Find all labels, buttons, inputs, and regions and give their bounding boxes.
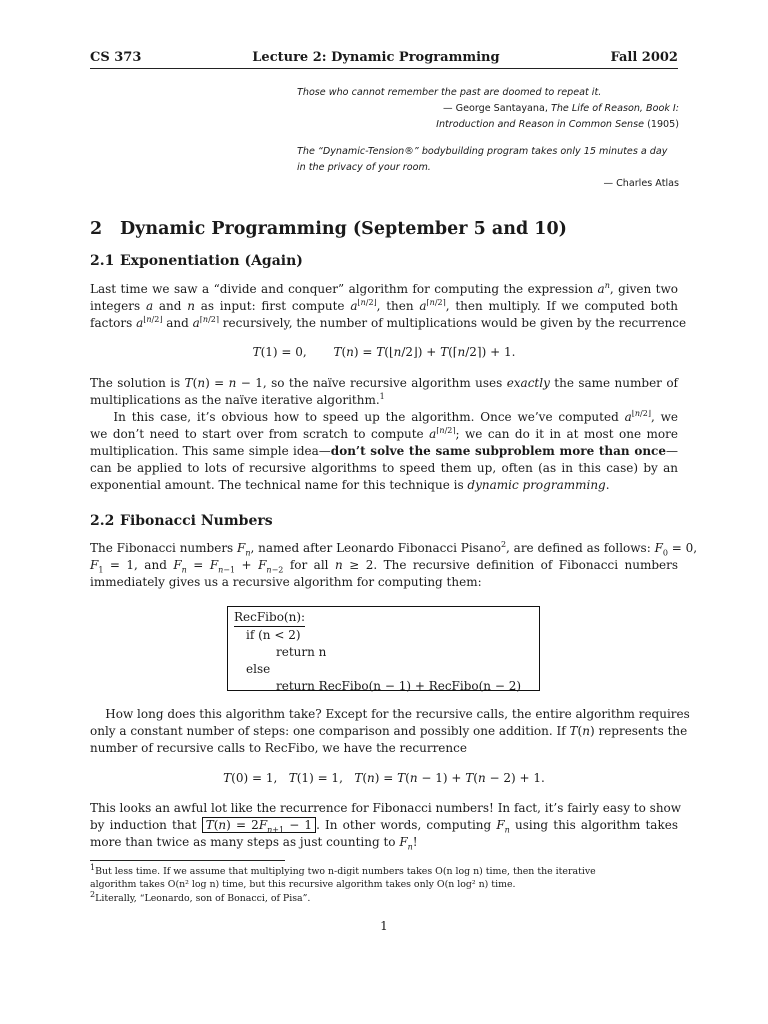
paragraph-exponentiation-intro: Last time we saw a “divide and conquer” algorithm for computing the expression $a^n$, given two integers a and n as input: first compute $a^{⌊n/2⌋}$, then $a^{⌈n/2⌉}$, then multiply. If we computed both factors $a^{⌊n/2⌋}$ and $a^{⌈n/2⌉}$ recursively, the number of multiplications would be given by the recurrence: [90, 281, 687, 330]
subsection-title: Fibonacci Numbers: [120, 513, 273, 529]
paragraph-fibonacci-definition: The Fibonacci numbers $F_n$, named after Leonardo Fibonacci Pisano$^2$, are defined as follows: $F_0 = 0$, $F_1 = 1$, and $F_n = F_{n-1} + F_{n-2}$ for all n ≥ 2. The recursive definition of Fibonacci numbers immediately gives us a recursive algorithm for computing them:: [90, 540, 698, 589]
epigraph-attribution: — Charles Atlas: [603, 178, 679, 189]
epigraph-attribution: — George Santayana, The Life of Reason, Book I:: [443, 103, 679, 114]
paragraph-solution: The solution is T(n) = n − 1, so the naïve recursive algorithm uses exactly the same number of multiplications as the naïve iterative algorithm.$^1$ In this case, it’s obvious how to speed up the algorithm. Once we’ve computed $a^{⌊n/2⌋}$, we we don’t need to start over from scratch to compute $a^{⌈n/2⌉}$; we can do it in at most one more multiplication. This same simple idea—don’t solve the same subproblem more than once— can be applied to lots of recursive algorithms to speed them up, often (as in this case) by an exponential amount. The technical name for this technique is dynamic programming.: [90, 376, 678, 492]
epigraph-santayana: [297, 85, 679, 133]
recfibo-pseudocode-box: [227, 606, 540, 691]
code-line-1: RecFibo(n):: [234, 609, 305, 627]
code-line-3: return n: [276, 645, 327, 659]
epigraph-attribution-cont: Introduction and Reason in Common Sense (1905): [436, 119, 679, 130]
code-line-4: else: [246, 662, 271, 676]
epigraph-quote: The “Dynamic-Tension®” bodybuilding program takes only 15 minutes a day: [297, 146, 668, 157]
paragraph-running-time: How long does this algorithm take? Except for the recursive calls, the entire algorithm requires only a constant number of steps: one comparison and possibly one addition. If T(n) represents the number of recursive calls to RecFibo, we have the recurrence: [90, 707, 690, 755]
footnote-rule: [90, 860, 285, 861]
boxed-formula: $T(n) = 2F_{n+1} - 1$: [202, 817, 316, 833]
term: Fall 2002: [610, 50, 678, 65]
equation-fibonacci-recurrence: T(0) = 1, T(1) = 1, T(n) = T(n − 1) + T(n − 2) + 1.: [223, 771, 545, 785]
footnote-2: $^2$Literally, “Leonardo, son of Bonacci, of Pisa”.: [90, 889, 311, 904]
epigraph-atlas: [297, 144, 679, 192]
epigraph-quote: Those who cannot remember the past are doomed to repeat it.: [297, 87, 602, 98]
section-number: 2: [90, 219, 103, 239]
footnote-1: $^1$But less time. If we assume that multiplying two n-digit numbers takes O(n log n) time, then the iterative algorithm takes O(n² log n) time, but this recursive algorithm takes only O(n log² n) time.: [90, 862, 596, 890]
lecture-title: Lecture 2: Dynamic Programming: [252, 50, 500, 65]
subsection-number: 2.2: [90, 513, 115, 529]
page-number: 1: [380, 919, 388, 933]
subsection-number: 2.1: [90, 253, 115, 269]
section-title: Dynamic Programming (September 5 and 10): [120, 219, 567, 239]
paragraph-fibonacci-conclusion: This looks an awful lot like the recurrence for Fibonacci numbers! In fact, it’s fairly easy to show by induction that $T(n) = 2F_{n+1} - 1$ . In other words, computing $F_n$ using this algorithm takes more than twice as many steps as just counting to $F_n$!: [90, 801, 682, 852]
course-code: CS 373: [90, 50, 142, 65]
running-header: [90, 50, 678, 69]
subsection-heading-exponentiation: [90, 253, 303, 269]
section-heading: [90, 219, 567, 239]
equation-exponent-recurrence: T(1) = 0, T(n) = T(⌊n/2⌋) + T(⌈n/2⌉) + 1.: [252, 345, 516, 359]
subsection-heading-fibonacci: [90, 513, 273, 529]
epigraph-quote-cont: in the privacy of your room.: [297, 162, 431, 173]
subsection-title: Exponentiation (Again): [120, 253, 303, 269]
code-line-5: return RecFibo(n − 1) + RecFibo(n − 2): [276, 679, 522, 693]
code-line-2: if (n < 2): [246, 628, 301, 642]
